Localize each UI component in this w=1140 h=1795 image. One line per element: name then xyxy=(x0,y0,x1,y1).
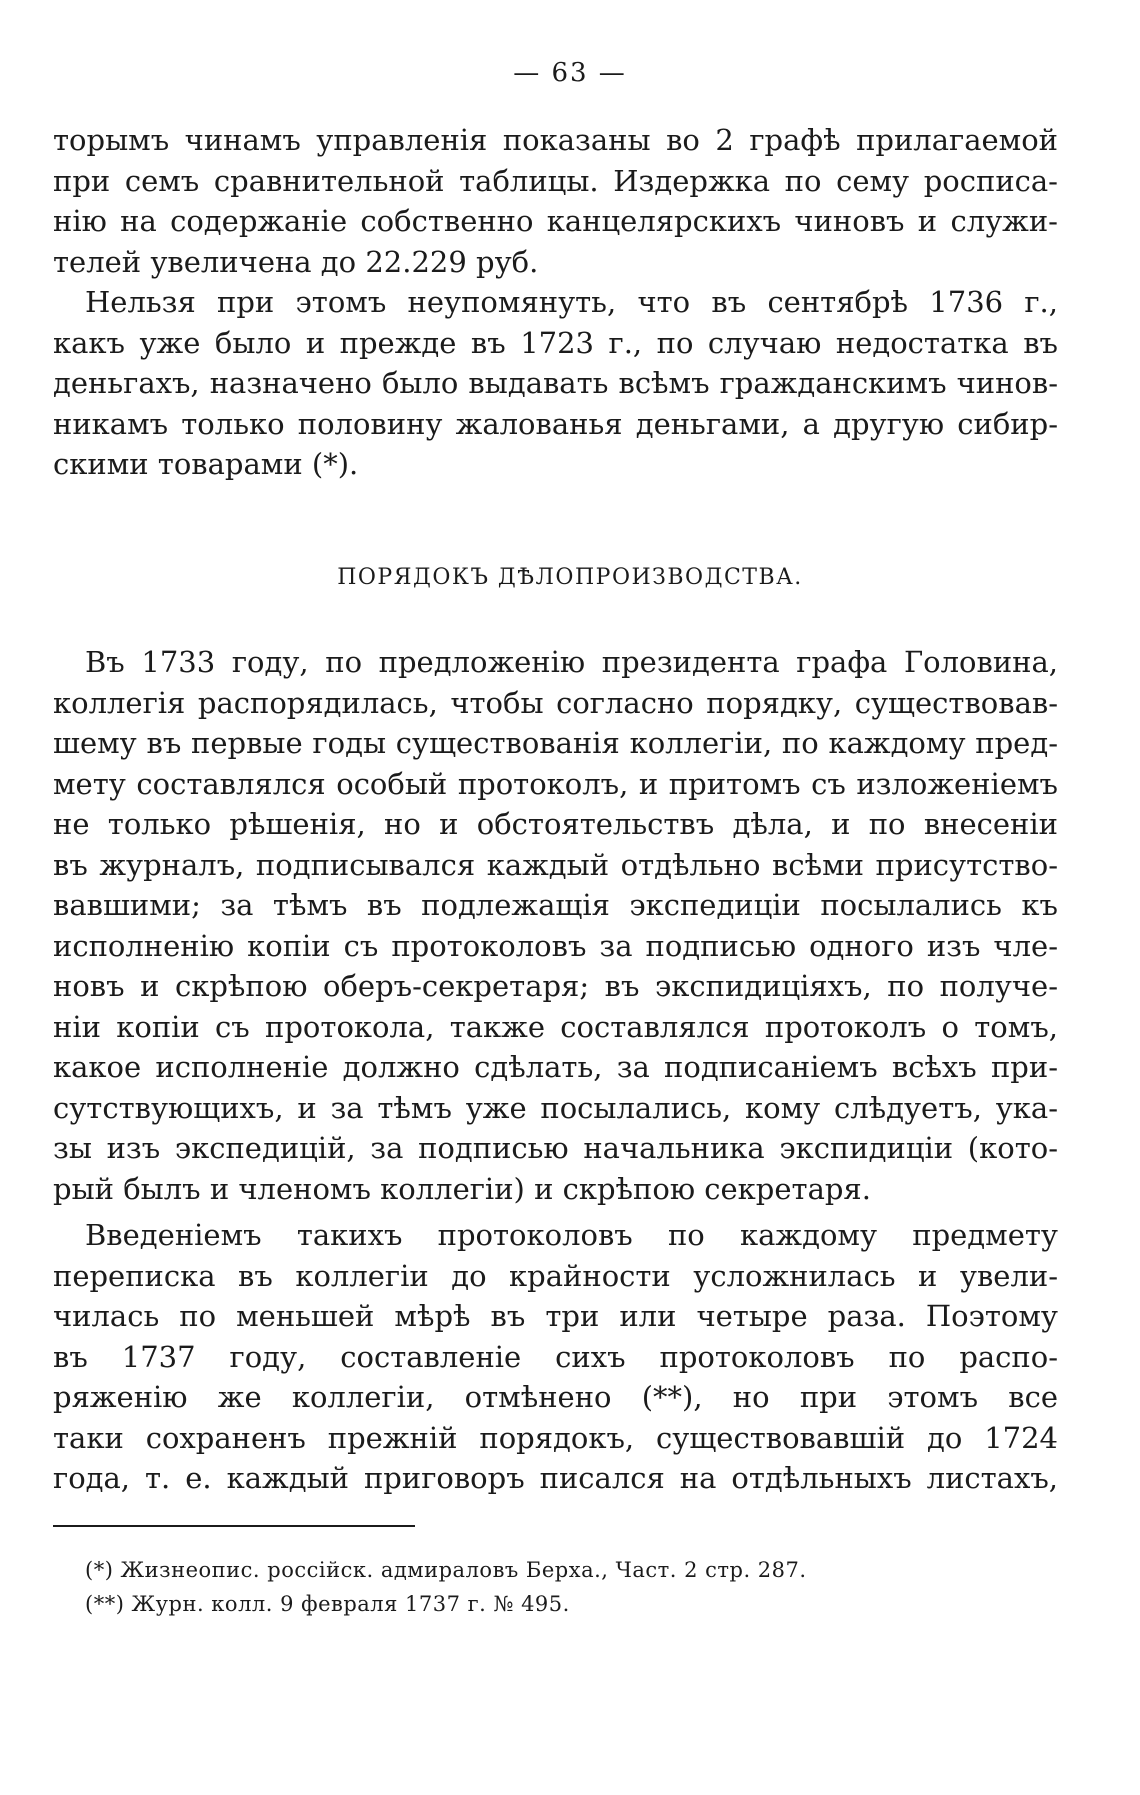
page-number: — 63 — xyxy=(513,58,627,88)
text-line: въ 1737 году, составленіе сихъ протоколовъ по распо- xyxy=(53,1339,1058,1374)
text-line: сутствующихъ, и за тѣмъ уже посылались, кому слѣдуетъ, ука- xyxy=(53,1090,1058,1125)
text-line: телей увеличена до 22.229 руб. xyxy=(53,244,539,279)
footnote: (**) Журн. колл. 9 февраля 1737 г. № 495. xyxy=(85,1592,570,1616)
text-line: ніи копіи съ протокола, также составлялся протоколъ о томъ, xyxy=(53,1009,1058,1044)
text-line: никамъ только половину жалованья деньгами, а другую сибир- xyxy=(53,406,1058,441)
text-line: не только рѣшенія, но и обстоятельствъ дѣла, и по внесеніи xyxy=(53,807,1058,841)
text-line: чилась по меньшей мѣрѣ въ три или четыре раза. Поэтому xyxy=(53,1299,1058,1333)
text-line: таки сохраненъ прежній порядокъ, существовавшій до 1724 xyxy=(53,1420,1058,1455)
text-line: шему въ первые годы существованія коллегіи, по каждому пред- xyxy=(53,726,1058,760)
paragraph-2 xyxy=(53,282,1058,485)
text-line: года, т. е. каждый приговоръ писался на отдѣльныхъ листахъ, xyxy=(53,1461,1058,1495)
text-line: при семъ сравнительной таблицы. Издержка по сему росписа- xyxy=(53,163,1058,198)
text-line: мету составлялся особый протоколъ, и притомъ съ изложеніемъ xyxy=(53,766,1058,801)
text-line: какое исполненіе должно сдѣлать, за подписаніемъ всѣхъ при- xyxy=(53,1050,1058,1084)
text-line: новъ и скрѣпою оберъ-секретаря; въ экспидиціяхъ, по получе- xyxy=(53,969,1058,1003)
footnote-divider xyxy=(53,1525,415,1527)
text-line: деньгахъ, назначено было выдавать всѣмъ гражданскимъ чинов- xyxy=(53,366,1058,400)
text-line: Нельзя при этомъ неупомянуть, что въ сентябрѣ 1736 г., xyxy=(85,285,1058,319)
text-line: какъ уже было и прежде въ 1723 г., по случаю недостатка въ xyxy=(53,325,1058,360)
paragraph-4 xyxy=(53,1215,1058,1499)
text-line: рый былъ и членомъ коллегіи) и скрѣпою секретаря. xyxy=(53,1171,871,1206)
footnote: (*) Жизнеопис. россійск. адмираловъ Берха., Част. 2 стр. 287. xyxy=(85,1558,807,1582)
section-heading: ПОРЯДОКЪ ДѢЛОПРОИЗВОДСТВА. xyxy=(337,565,803,590)
text-line: ряженію же коллегіи, отмѣнено (**), но при этомъ все xyxy=(53,1380,1058,1414)
text-line: коллегія распорядилась, чтобы согласно порядку, существовав- xyxy=(53,685,1058,720)
text-line: вавшими; за тѣмъ въ подлежащія экспедиціи посылались къ xyxy=(53,888,1058,922)
paragraph-1 xyxy=(53,120,1058,282)
text-line: нію на содержаніе собственно канцелярскихъ чиновъ и служи- xyxy=(53,204,1058,238)
text-line: въ журналъ, подписывался каждый отдѣльно всѣми присутство- xyxy=(53,847,1058,882)
text-line: исполненію копіи съ протоколовъ за подписью одного изъ чле- xyxy=(53,928,1058,963)
text-line: зы изъ экспедицій, за подписью начальника экспидиціи (кото- xyxy=(53,1131,1058,1165)
text-line: скими товарами (*). xyxy=(53,447,359,481)
footnotes xyxy=(85,1553,985,1621)
text-line: Введеніемъ такихъ протоколовъ по каждому предмету xyxy=(85,1218,1058,1252)
text-line: Въ 1733 году, по предложенію президента графа Головина, xyxy=(85,645,1058,679)
text-line: переписка въ коллегіи до крайности усложнилась и увели- xyxy=(53,1258,1058,1293)
paragraph-3 xyxy=(53,642,1058,1209)
text-line: торымъ чинамъ управленія показаны во 2 графѣ прилагаемой xyxy=(53,123,1058,157)
